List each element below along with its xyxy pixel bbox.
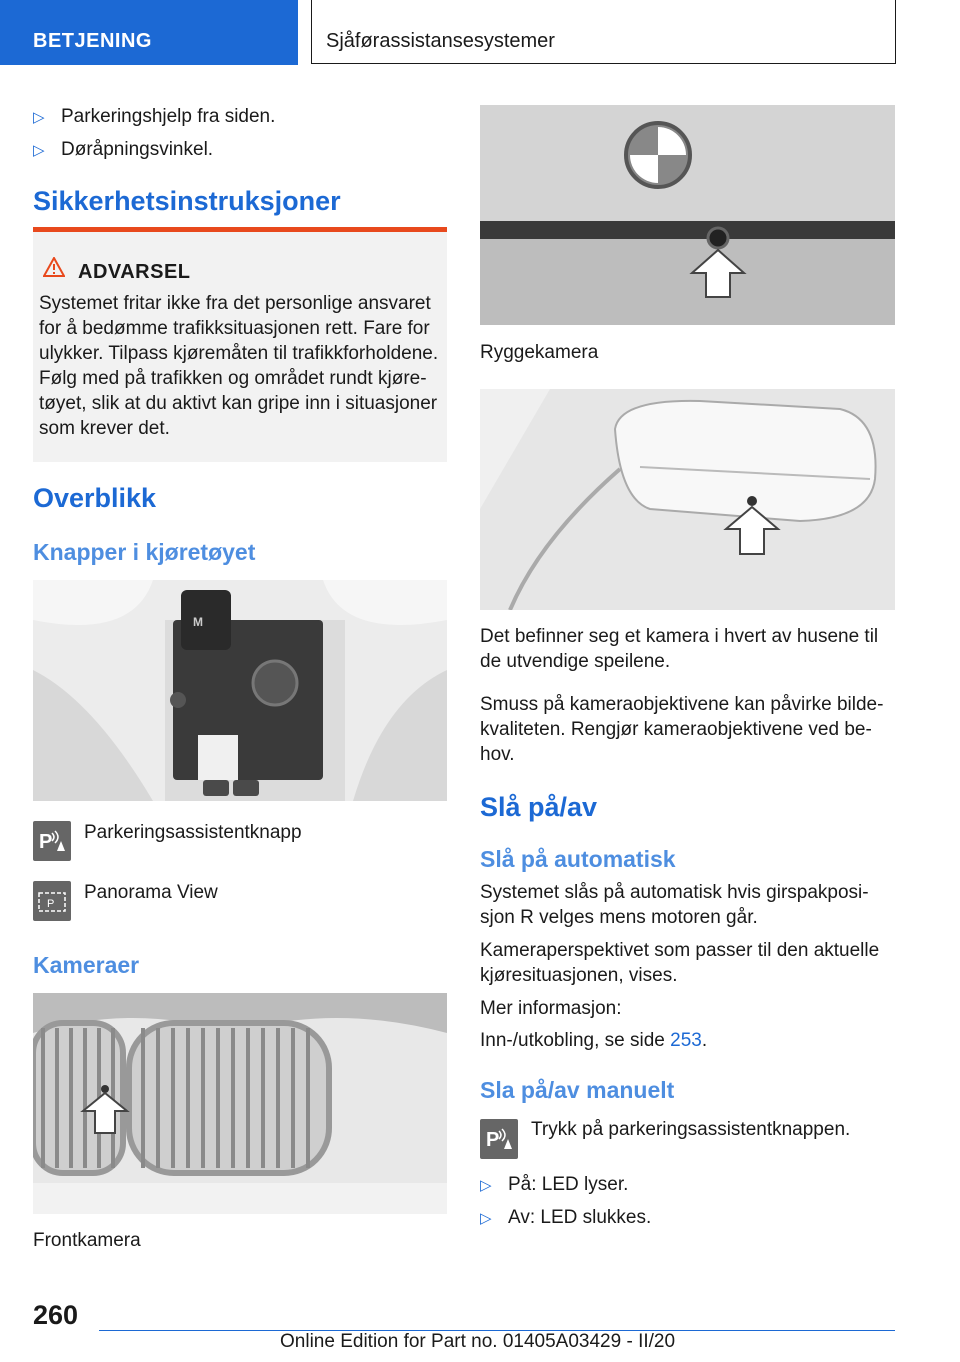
rear-camera-image (480, 105, 895, 325)
warning-triangle-icon (43, 257, 65, 282)
button-item-label: Parkeringsassistentknapp (84, 822, 302, 843)
overview-heading: Overblikk (33, 483, 157, 513)
bullet-triangle-icon: ▷ (480, 1177, 492, 1194)
svg-text:P: P (39, 831, 53, 853)
mirror-text: Det befinner seg et kamera i hvert av husene til de utvendige speilene. (480, 626, 879, 672)
svg-text:P: P (47, 898, 55, 910)
auto-heading: Slå på automatisk (480, 846, 676, 872)
edition-text: Online Edition for Part no. 01405A03429 - II/20 (280, 1331, 676, 1352)
manual-text: Trykk på parkeringsassistentknappen. (531, 1119, 851, 1140)
header-chapter-box (311, 0, 896, 64)
warning-text: Systemet fritar ikke fra det personlige ansvaret for å bedømme trafikksituasjonen rett. Fare for ulykker. Tilpass kjøremåten til trafikkforholdene. Følg med på trafikken og området rundt kjøre- tøyet, slik at du aktivt kan gripe inn i situasjoner som krever det. (39, 293, 439, 439)
page-reference-link[interactable]: 253 (670, 1030, 702, 1051)
page-number: 260 (33, 1300, 79, 1330)
auto-text: Systemet slås på automatisk hvis girspakposi- sjon R velges mens motoren går. (480, 882, 869, 928)
manual-heading: Sla på/av manuelt (480, 1077, 675, 1103)
reference-text: Inn-/utkobling, se side 253. (480, 1030, 708, 1051)
front-camera-image (33, 993, 447, 1214)
dirt-text: Smuss på kameraobjektivene kan påvirke bilde- kvaliteten. Rengjør kameraobjektivene ved be- hov. (480, 694, 884, 765)
more-info-text: Mer informasjon: (480, 998, 622, 1019)
svg-text:P: P (486, 1129, 500, 1151)
bullet-triangle-icon: ▷ (33, 109, 45, 126)
header-chapter: Sjåførassistansesystemer (326, 30, 555, 52)
onoff-heading: Slå på/av (480, 792, 598, 822)
header-section-tab (0, 0, 298, 65)
bullet-triangle-icon: ▷ (33, 142, 45, 159)
rear-camera-caption: Ryggekamera (480, 342, 599, 363)
warning-title: ADVARSEL (78, 261, 191, 283)
parking-assistant-icon (33, 821, 71, 861)
cameras-heading: Kameraer (33, 952, 140, 978)
header-section: BETJENING (33, 30, 152, 52)
safety-heading: Sikkerhetsinstruksjoner (33, 186, 341, 216)
bullet-triangle-icon: ▷ (480, 1210, 492, 1227)
front-camera-caption: Frontkamera (33, 1230, 141, 1251)
button-item-label: Panorama View (84, 882, 218, 903)
console-image (33, 580, 447, 801)
parking-assistant-icon (480, 1119, 518, 1159)
panorama-view-icon (33, 881, 71, 921)
mirror-camera-image (480, 389, 895, 610)
warning-box (33, 227, 447, 462)
perspective-text: Kameraperspektivet som passer til den aktuelle kjøresituasjonen, vises. (480, 940, 880, 986)
buttons-heading: Knapper i kjøretøyet (33, 539, 256, 565)
svg-text:M: M (193, 615, 203, 629)
